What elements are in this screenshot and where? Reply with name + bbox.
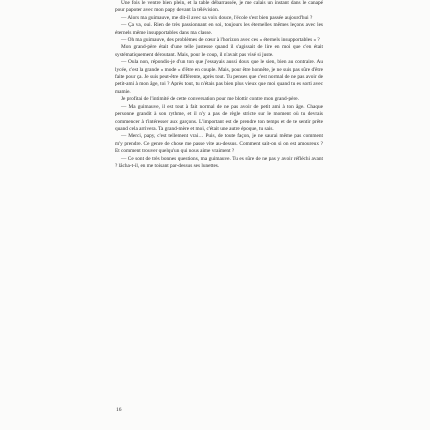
paragraph: — Ma guimauve, il est tout à fait normal de ne pas avoir de petit ami à ton âge. Chaque personne grandit à son rythme, et il n'y a pas de règle stricte sur le moment où tu devrais commencer à t'intéresser aux garçons. L'important est de prendre ton temps et de te sentir prête quand cela arrivera. Ta grand-mère et moi, c'était une autre époque, tu sais.	[115, 103, 323, 132]
page-number: 16	[116, 407, 122, 413]
paragraph: — Merci, papy, c'est tellement vrai… Puis, de toute façon, je ne saurai même pas comment m'y prendre. Ce genre de chose me passe vite au-dessus. Comment sait-on si on est amoureux ? Et comment trouver quelqu'un qui nous aime vraiment ?	[115, 133, 323, 155]
paragraph: Je profitai de l'intimité de cette conversation pour me blottir contre mon grand-père.	[121, 96, 299, 103]
paragraph: — Oh ma guimauve, des problèmes de cœur à l'horizon avec ces « éternels insupportables » ?	[121, 37, 320, 44]
paragraph: Mon grand-père était d'une telle justesse quand il s'agissait de lire en moi que c'en était systématiquement déroutant. Mais, pour le coup, il n'avait pas visé si juste.	[115, 44, 323, 58]
paragraph: — Ce sont de très bonnes questions, ma guimauve. Tu es sûre de ne pas y avoir réfléchi avant ? lâcha-t-il, en me toisant par-dessus ses lunettes.	[115, 155, 323, 169]
paragraph: Une fois le ventre bien plein, et la table débarrassée, je me calais un instant dans le canapé pour papoter avec mon papy devant la télévision.	[115, 0, 323, 14]
paragraph: — Alors ma guimauve, me dit-il avec sa voix douce, l'école s'est bien passée aujourd'hui ?	[121, 14, 313, 21]
paragraph: — Oula non, répondis-je d'un ton que j'essayais aussi doux que le sien, bien au contraire. Au lycée, c'est la grande « mode » d'être en couple. Mais, pour être honnête, je ne suis pas sûre d'être faite pour ça. Je suis peut-être différente, après tout. Tu penses que c'est normal de ne pas avoir de petit-ami à mon âge, toi ? Après tout, tu n'étais pas bien plus vieux que moi quand tu es sorti avec mamie.	[115, 59, 323, 95]
paragraph: — Ça va, oui. Rien de très passionnant en soi, toujours les éternelles mêmes leçons avec les éternels même insupportables dans ma classe.	[115, 22, 323, 36]
body-text	[115, 0, 323, 170]
